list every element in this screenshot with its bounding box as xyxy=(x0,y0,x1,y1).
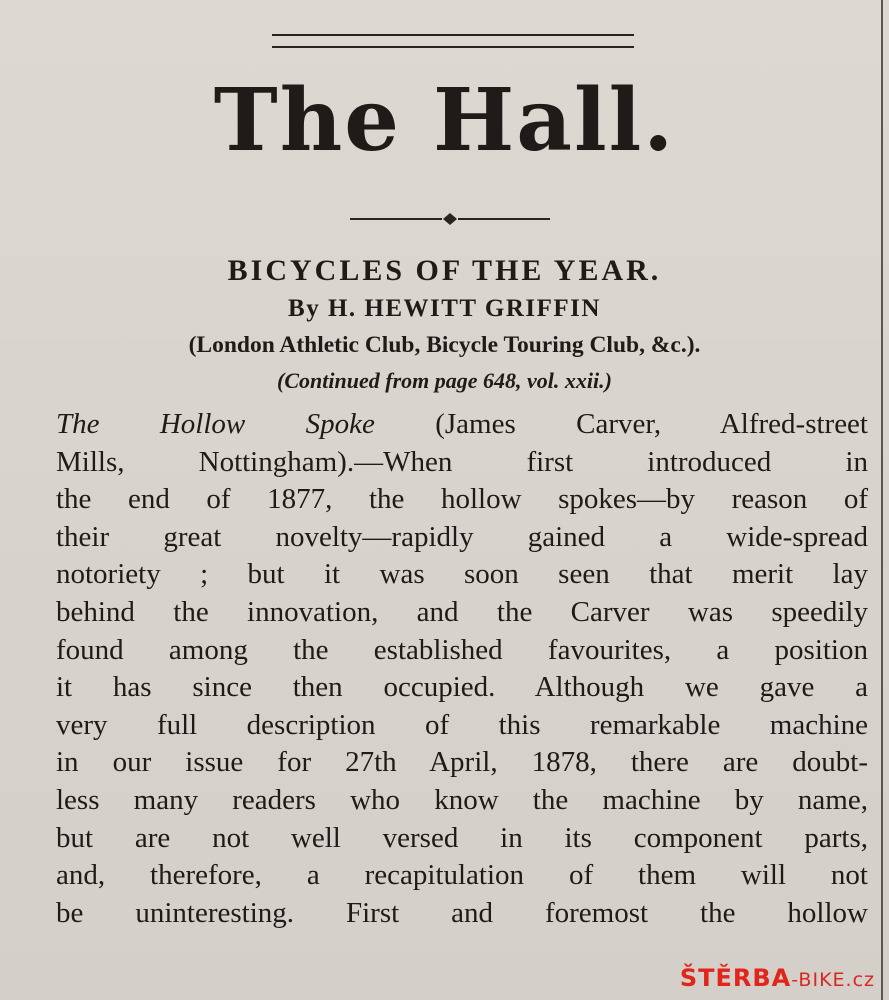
article-body xyxy=(56,406,868,932)
article-line: notoriety ; but it was soon seen that merit lay xyxy=(56,558,868,591)
article-line: Mills, Nottingham).—When first introduced in xyxy=(56,445,868,478)
article-line: and, therefore, a recapitulation of them will not xyxy=(56,859,868,892)
article-line: in our issue for 27th April, 1878, there are doubt- xyxy=(56,746,868,779)
ornament-divider xyxy=(350,212,550,226)
article-headline: BICYCLES OF THE YEAR. xyxy=(227,254,662,287)
section-masthead: The Hall. xyxy=(213,70,676,171)
article-line: the end of 1877, the hollow spokes—by reason of xyxy=(56,483,868,516)
article-line: be uninteresting. First and foremost the hollow xyxy=(56,896,868,929)
article-line: it has since then occupied. Although we gave a xyxy=(56,671,868,704)
watermark-brand: ŠTĚRBA xyxy=(679,964,792,992)
article-lead: The Hollow Spoke xyxy=(56,408,375,440)
site-watermark xyxy=(680,964,875,992)
top-double-rule xyxy=(272,34,634,48)
article-line: less many readers who know the machine by name, xyxy=(56,783,868,816)
article-line: behind the innovation, and the Carver was speedily xyxy=(56,595,868,628)
author-affiliation: (London Athletic Club, Bicycle Touring Club, &c.). xyxy=(188,332,701,358)
continuation-note: (Continued from page 648, vol. xxii.) xyxy=(277,368,612,393)
article-line: but are not well versed in its component parts, xyxy=(56,821,868,854)
article-line: found among the established favourites, a position xyxy=(56,633,868,666)
article-line: very full description of this remarkable machine xyxy=(56,708,868,741)
watermark-suffix: -BIKE.cz xyxy=(791,969,875,991)
article-line: The Hollow Spoke (James Carver, Alfred-street xyxy=(56,408,868,440)
article-line: their great novelty—rapidly gained a wide-spread xyxy=(56,520,868,553)
article-byline: By H. HEWITT GRIFFIN xyxy=(288,295,601,322)
